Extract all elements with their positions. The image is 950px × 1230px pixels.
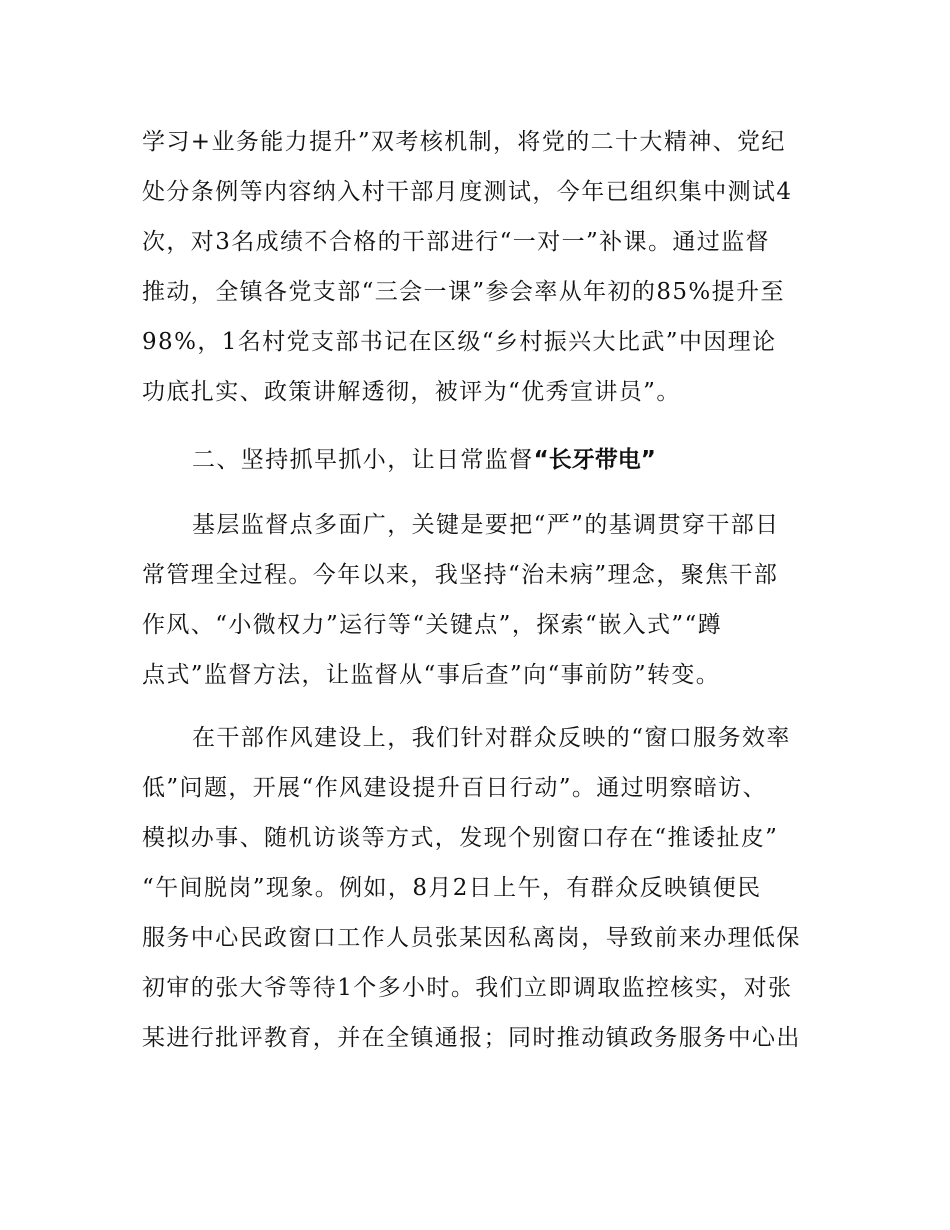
paragraph-1-line-6: 功底扎实、政策讲解透彻，被评为“优秀宣讲员”。 [142,379,681,405]
paragraph-3-line-5: 服务中心民政窗口工作人员张某因私离岗，导致前来办理低保 [142,925,801,951]
section-heading [192,445,872,475]
paragraph-1-line-1: 学习+业务能力提升”双考核机制，将党的二十大精神、党纪 [142,129,786,155]
paragraph-1-line-2: 处分条例等内容纳入村干部月度测试，今年已组织集中测试4 [142,179,793,205]
section-heading-prefix: 二、坚持抓早抓小，让日常监督 [192,447,534,473]
paragraph-1-line-3: 次，对3名成绩不合格的干部进行“一对一”补课。通过监督 [142,229,770,255]
paragraph-3-line-3: 模拟办事、随机访谈等方式，发现个别窗口存在“推诿扯皮” [142,825,779,851]
paragraph-2-line-4: 点式”监督方法，让监督从“事后查”向“事前防”转变。 [142,662,721,688]
paragraph-1-line-5: 98%，1名村党支部书记在区级“乡村振兴大比武”中因理论 [142,329,777,355]
paragraph-2-line-3: 作风、“小微权力”运行等“关键点”，探索“嵌入式”“蹲 [142,612,723,638]
paragraph-2-line-2: 常管理全过程。今年以来，我坚持“治未病”理念，聚焦干部 [142,562,779,588]
paragraph-3-line-6: 初审的张大爷等待1个多小时。我们立即调取监控核实，对张 [142,975,793,1001]
paragraph-3-line-7: 某进行批评教育，并在全镇通报；同时推动镇政务服务中心出 [142,1025,801,1051]
paragraph-3-line-2: 低”问题，开展“作风建设提升百日行动”。通过明察暗访、 [142,775,768,801]
section-heading-emphasis: “长牙带电” [533,447,656,473]
paragraph-1-line-4: 推动，全镇各党支部“三会一课”参会率从年初的85%提升至 [142,279,785,305]
paragraph-2-line-1: 基层监督点多面广，关键是要把“严”的基调贯穿干部日 [192,512,780,538]
paragraph-3-line-4: “午间脱岗”现象。例如，8月2日上午，有群众反映镇便民 [142,875,762,901]
paragraph-3-line-1: 在干部作风建设上，我们针对群众反映的“窗口服务效率 [192,725,791,751]
